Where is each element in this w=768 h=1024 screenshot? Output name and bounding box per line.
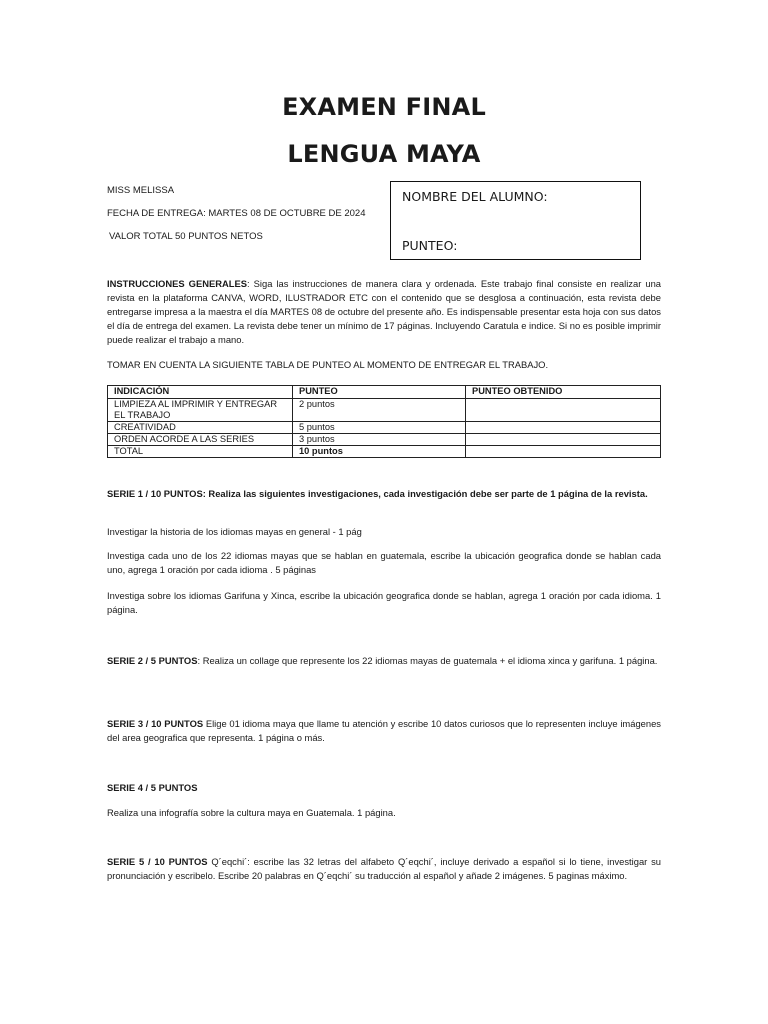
student-info-box: [390, 181, 641, 260]
series-3: [107, 717, 661, 745]
instructions-text: : Siga las instrucciones de manera clara y ordenada. Este trabajo final consiste en realizar una revista en la plataforma CANVA, WORD, ILUSTRADOR ETC con el contenido que se desglosa a continuación, esta revista debe entregarse impresa a la maestra el día MARTES 08 de octubre del presente año. Es indispensable presentar esta hoja con sus datos el día de entrega del examen. La revista debe tener un mínimo de 17 páginas. Incluyendo Caratula e indice. Si no es posible imprimir puede realizar el trabajo a mano.: [107, 278, 661, 345]
table-cell: CREATIVIDAD: [108, 422, 293, 434]
table-cell: ORDEN ACORDE A LAS SERIES: [108, 434, 293, 446]
table-cell: [466, 434, 661, 446]
series-5: [107, 855, 661, 883]
series-1-heading: [107, 487, 661, 501]
table-cell: [466, 399, 661, 422]
series-2-label: SERIE 2 / 5 PUNTOS: [107, 655, 198, 666]
table-intro: TOMAR EN CUENTA LA SIGUIENTE TABLA DE PUNTEO AL MOMENTO DE ENTREGAR EL TRABAJO.: [107, 359, 549, 370]
series-1-item: Investiga sobre los idiomas Garifuna y Xinca, escribe la ubicación geografica donde se hablan, agrega 1 oración por cada idioma. 1 página.: [107, 590, 661, 615]
instructions-label: INSTRUCCIONES GENERALES: [107, 278, 247, 289]
series-2-text: : Realiza un collage que represente los 22 idiomas mayas de guatemala + el idioma xinca y garifuna. 1 página.: [197, 655, 658, 666]
series-1-label: SERIE 1 / 10 PUNTOS: [107, 488, 203, 499]
table-header: INDICACIÓN: [108, 386, 293, 399]
general-instructions: [107, 277, 661, 347]
series-4-label: SERIE 4 / 5 PUNTOS: [107, 782, 198, 793]
table-cell: TOTAL: [108, 446, 293, 458]
exam-subtitle: LENGUA MAYA: [287, 140, 481, 168]
series-3-label: SERIE 3 / 10 PUNTOS: [107, 718, 204, 729]
table-header: PUNTEO: [293, 386, 466, 399]
table-row: [108, 434, 661, 446]
series-5-text: Q´eqchi´: escribe las 32 letras del alfabeto Q´eqchi´, incluye derivado a español si lo tiene, investigar su pronunciación y escribelo. Escribe 20 palabras en Q´eqchi´ su traducción al español y añade 2 imágenes. 5 paginas máximo.: [107, 856, 661, 881]
table-header-row: [108, 386, 661, 399]
table-cell: LIMPIEZA AL IMPRIMIR Y ENTREGAR EL TRABAJO: [108, 399, 293, 422]
total-value: VALOR TOTAL 50 PUNTOS NETOS: [109, 231, 263, 242]
series-2: [107, 654, 661, 668]
table-cell: 5 puntos: [293, 422, 466, 434]
series-3-text: Elige 01 idioma maya que llame tu atención y escribe 10 datos curiosos que lo representen incluye imágenes del area geografica que representa. 1 página o más.: [107, 718, 661, 743]
student-score-label: PUNTEO:: [402, 238, 458, 253]
teacher-name: MISS MELISSA: [107, 185, 175, 196]
student-name-label: NOMBRE DEL ALUMNO:: [402, 189, 548, 204]
series-1-heading-text: : Realiza las siguientes investigaciones, cada investigación debe ser parte de 1 página de la revista.: [202, 488, 648, 499]
series-1-item: Investiga cada uno de los 22 idiomas mayas que se hablan en guatemala, escribe la ubicación geografica donde se hablan cada uno, agrega 1 oración por cada idioma . 5 páginas: [107, 550, 661, 575]
delivery-date: FECHA DE ENTREGA: MARTES 08 DE OCTUBRE DE 2024: [107, 208, 366, 219]
table-cell: 2 puntos: [293, 399, 466, 422]
series-4-text: Realiza una infografía sobre la cultura maya en Guatemala. 1 página.: [107, 807, 396, 818]
series-1-item: Investigar la historia de los idiomas mayas en general - 1 pág: [107, 526, 362, 537]
table-row: [108, 399, 661, 422]
table-cell: [466, 422, 661, 434]
table-cell: 3 puntos: [293, 434, 466, 446]
table-row: [108, 422, 661, 434]
table-header: PUNTEO OBTENIDO: [466, 386, 661, 399]
series-5-label: SERIE 5 / 10 PUNTOS: [107, 856, 208, 867]
table-cell: [466, 446, 661, 458]
table-row: [108, 446, 661, 458]
table-cell: 10 puntos: [293, 446, 466, 458]
score-table: [107, 385, 661, 458]
exam-title: EXAMEN FINAL: [282, 93, 486, 121]
